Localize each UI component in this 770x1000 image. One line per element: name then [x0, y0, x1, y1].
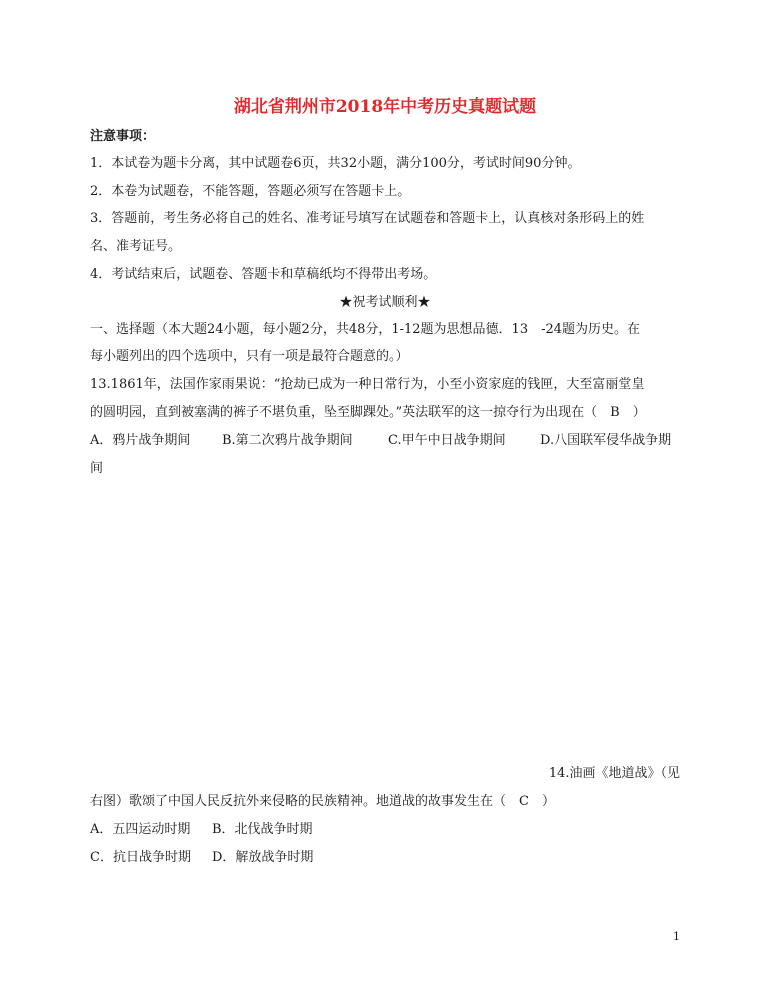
- notice-item-1: 1．本试卷为题卡分离，其中试题卷6页，共32小题，满分100分，考试时间90分钟。: [90, 156, 581, 171]
- notice-item-4: 4．考试结束后，试题卷、答题卡和草稿纸均不得带出考场。: [90, 267, 437, 282]
- question-14-option-d: D．解放战争时期: [212, 850, 314, 865]
- page-number: 1: [673, 930, 680, 943]
- question-14-option-c: C．抗日战争时期: [90, 850, 191, 865]
- question-14-option-b: B．北伐战争时期: [212, 822, 313, 837]
- section-heading-wrap: 每小题列出的四个选项中，只有一项是最符合题意的。）: [90, 349, 409, 364]
- notice-item-2: 2．本卷为试题卷，不能答题，答题必须写在答题卡上。: [90, 184, 411, 199]
- question-13-stem-wrap: 的圆明园，直到被塞满的裤子不堪负重，坠至脚踝处。”英法联军的这一掠夺行为出现在（ B ）: [90, 405, 646, 420]
- notice-item-3: 3．答题前，考生务必将自己的姓名、准考证号填写在试题卷和答题卡上，认真核对条形码上的姓: [90, 211, 645, 226]
- question-13-option-b: B.第二次鸦片战争期间: [222, 433, 353, 448]
- question-13-option-a: A．鸦片战争期间: [90, 433, 191, 448]
- section-heading: 一、选择题（本大题24小题，每小题2分，共48分，1-12题为思想品德．13 -24题为历史。在: [90, 322, 641, 337]
- question-14-stem: 14.油画《地道战》（见: [548, 766, 680, 781]
- blessing-text: ★祝考试顺利★: [339, 295, 431, 310]
- notice-heading: 注意事项：: [90, 129, 156, 144]
- page-title: 湖北省荆州市2018年中考历史真题试题: [233, 97, 537, 117]
- question-13-stem: 13.1861年，法国作家雨果说：“抢劫已成为一种日常行为，小至小资家庭的钱匣，大至富丽堂皇: [90, 377, 645, 392]
- question-14-stem-wrap: 右图）歌颂了中国人民反抗外来侵略的民族精神。地道战的故事发生在（ C ）: [90, 794, 555, 809]
- question-13-option-d: D.八国联军侵华战争期: [540, 433, 672, 448]
- question-14-option-a: A．五四运动时期: [90, 822, 191, 837]
- question-13-option-d-wrap: 间: [90, 461, 104, 476]
- notice-item-3-wrap: 名、准考证号。: [90, 239, 182, 254]
- question-13-option-c: C.甲午中日战争期间: [388, 433, 506, 448]
